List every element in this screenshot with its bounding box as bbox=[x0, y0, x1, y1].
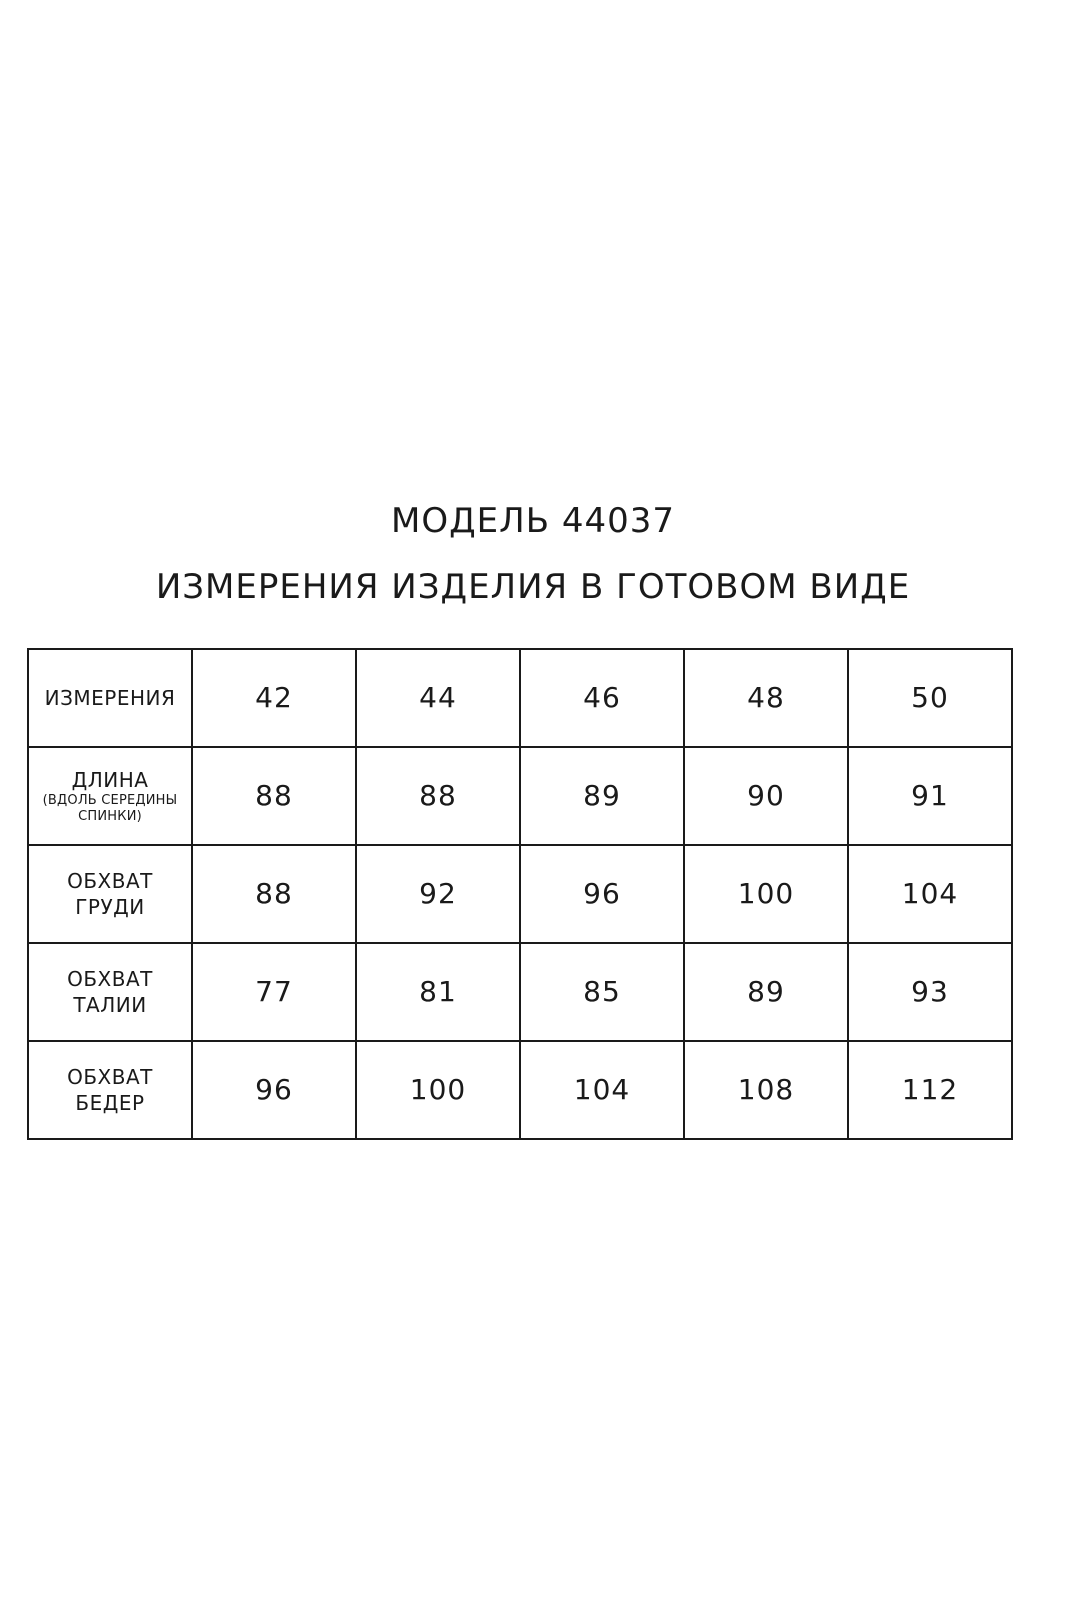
title-block bbox=[0, 488, 1066, 620]
measurement-value: 90 bbox=[747, 779, 785, 812]
measurement-value: 77 bbox=[255, 975, 293, 1008]
row-label: БЕДЕР bbox=[75, 1091, 145, 1115]
value-cell bbox=[520, 943, 684, 1041]
value-cell bbox=[356, 943, 520, 1041]
value-cell bbox=[684, 943, 848, 1041]
measurement-value: 108 bbox=[737, 1073, 795, 1106]
table-row bbox=[28, 747, 1012, 845]
size-header-cell bbox=[520, 649, 684, 747]
row-label: ОБХВАТ bbox=[67, 967, 153, 991]
value-cell bbox=[192, 747, 356, 845]
measurement-value: 89 bbox=[583, 779, 621, 812]
value-cell bbox=[684, 1041, 848, 1139]
measurement-value: 85 bbox=[583, 975, 621, 1008]
size-chart-table bbox=[27, 648, 1013, 1140]
measurement-value: 92 bbox=[419, 877, 457, 910]
size-chart-body bbox=[28, 649, 1012, 1139]
row-label-cell bbox=[28, 1041, 192, 1139]
row-label-cell bbox=[28, 943, 192, 1041]
measurement-value: 88 bbox=[255, 779, 293, 812]
value-cell bbox=[192, 943, 356, 1041]
row-label: ТАЛИИ bbox=[73, 993, 147, 1017]
value-cell bbox=[356, 845, 520, 943]
row-label-cell bbox=[28, 747, 192, 845]
value-cell bbox=[192, 845, 356, 943]
measurement-value: 104 bbox=[573, 1073, 631, 1106]
measurement-value: 89 bbox=[747, 975, 785, 1008]
measurements-subtitle: ИЗМЕРЕНИЯ ИЗДЕЛИЯ В ГОТОВОМ ВИДЕ bbox=[155, 567, 911, 607]
row-label-cell bbox=[28, 845, 192, 943]
row-label-note: СПИНКИ) bbox=[78, 809, 142, 824]
size-header: 50 bbox=[911, 681, 949, 714]
measurement-value: 88 bbox=[419, 779, 457, 812]
value-cell bbox=[684, 845, 848, 943]
measurement-value: 96 bbox=[583, 877, 621, 910]
row-label: ДЛИНА bbox=[71, 768, 149, 792]
value-cell bbox=[192, 1041, 356, 1139]
table-row bbox=[28, 1041, 1012, 1139]
row-label-note: (ВДОЛЬ СЕРЕДИНЫ bbox=[42, 793, 178, 808]
header-label: ИЗМЕРЕНИЯ bbox=[44, 686, 176, 710]
row-label: ОБХВАТ bbox=[67, 869, 153, 893]
value-cell bbox=[848, 845, 1012, 943]
size-header: 46 bbox=[583, 681, 621, 714]
value-cell bbox=[848, 1041, 1012, 1139]
table-row bbox=[28, 845, 1012, 943]
model-title: МОДЕЛЬ 44037 bbox=[391, 501, 675, 541]
row-label: ГРУДИ bbox=[75, 895, 145, 919]
size-header-cell bbox=[192, 649, 356, 747]
size-header-cell bbox=[848, 649, 1012, 747]
value-cell bbox=[520, 845, 684, 943]
table-header-row bbox=[28, 649, 1012, 747]
size-header: 42 bbox=[255, 681, 293, 714]
value-cell bbox=[848, 943, 1012, 1041]
value-cell bbox=[356, 747, 520, 845]
value-cell bbox=[356, 1041, 520, 1139]
value-cell bbox=[520, 1041, 684, 1139]
value-cell bbox=[848, 747, 1012, 845]
measurement-value: 100 bbox=[737, 877, 795, 910]
table-row bbox=[28, 943, 1012, 1041]
measurement-value: 104 bbox=[901, 877, 959, 910]
measurement-value: 91 bbox=[911, 779, 949, 812]
measurement-value: 81 bbox=[419, 975, 457, 1008]
measurement-value: 96 bbox=[255, 1073, 293, 1106]
header-label-cell bbox=[28, 649, 192, 747]
measurement-value: 88 bbox=[255, 877, 293, 910]
value-cell bbox=[520, 747, 684, 845]
measurement-value: 112 bbox=[901, 1073, 959, 1106]
measurement-value: 93 bbox=[911, 975, 949, 1008]
size-header-cell bbox=[684, 649, 848, 747]
size-header-cell bbox=[356, 649, 520, 747]
row-label: ОБХВАТ bbox=[67, 1065, 153, 1089]
size-header: 44 bbox=[419, 681, 457, 714]
measurement-value: 100 bbox=[409, 1073, 467, 1106]
size-header: 48 bbox=[747, 681, 785, 714]
value-cell bbox=[684, 747, 848, 845]
